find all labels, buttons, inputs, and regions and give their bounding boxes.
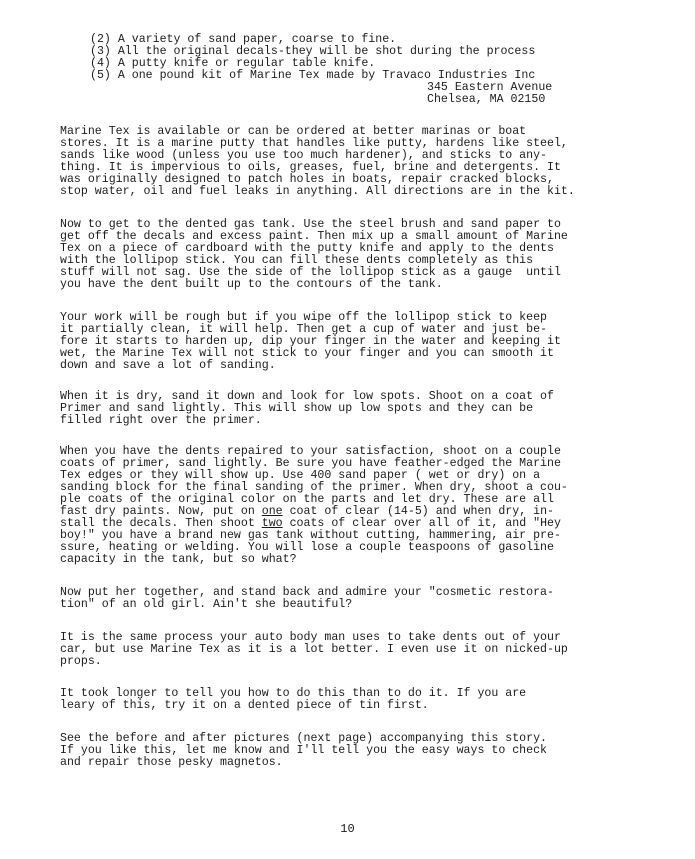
paragraph-line: coats of primer, sand lightly. Be sure you have feather-edged the Marine xyxy=(60,457,561,470)
paragraph-line: Tex on a piece of cardboard with the putty knife and apply to the dents xyxy=(60,242,554,255)
list-item: (3) All the original decals-they will be shot during the process xyxy=(90,45,536,58)
address-line: 345 Eastern Avenue xyxy=(427,81,553,94)
paragraph-line: Now to get to the dented gas tank. Use the steel brush and sand paper to xyxy=(60,218,561,231)
text-run: coats of clear over all of it, and "Hey xyxy=(282,517,561,530)
paragraph-line: fore it starts to harden up, dip your finger in the water and keeping it xyxy=(60,335,561,348)
text-run: fast dry paints. Now, put on xyxy=(60,505,262,518)
paragraph-line: boy!" you have a brand new gas tank without cutting, hammering, air pre- xyxy=(60,529,561,542)
paragraph-line: It took longer to tell you how to do this than to do it. If you are xyxy=(60,687,527,700)
text-run: stall the decals. Then shoot xyxy=(60,517,262,530)
paragraph-line: tion" of an old girl. Ain't she beautiful? xyxy=(60,598,353,611)
text-run: coat of clear (14-5) and when dry, in- xyxy=(282,505,554,518)
address-line: Chelsea, MA 02150 xyxy=(427,93,546,106)
underlined-word: two xyxy=(261,517,283,530)
paragraph-line: When you have the dents repaired to your satisfaction, shoot on a couple xyxy=(60,445,561,458)
page-number: 10 xyxy=(340,822,355,836)
paragraph-line: ssure, heating or welding. You will lose a couple teaspoons of gasoline xyxy=(60,541,554,554)
paragraph-line: thing. It is impervious to oils, greases, fuel, brine and detergents. It xyxy=(60,161,561,174)
paragraph-line: props. xyxy=(60,655,102,668)
paragraph-line: was originally designed to patch holes in boats, repair cracked blocks, xyxy=(60,173,554,186)
paragraph-line: Your work will be rough but if you wipe off the lollipop stick to keep xyxy=(60,311,548,324)
paragraph-line: down and save a lot of sanding. xyxy=(60,359,276,372)
list-item: (2) A variety of sand paper, coarse to fine. xyxy=(90,33,397,46)
paragraph-line: When it is dry, sand it down and look for low spots. Shoot on a coat of xyxy=(60,390,554,403)
paragraph-line: sanding block for the final sanding of the primer. When dry, shoot a cou- xyxy=(60,481,568,494)
paragraph-line: with the lollipop stick. You can fill these dents completely as this xyxy=(60,254,534,267)
paragraph-line: Now put her together, and stand back and admire your "cosmetic restora- xyxy=(60,586,554,599)
list-item: (5) A one pound kit of Marine Tex made by Travaco Industries Inc xyxy=(90,69,536,82)
paragraph-line: See the before and after pictures (next page) accompanying this story. xyxy=(60,732,548,745)
paragraph-line: ple coats of the original color on the parts and let dry. These are all xyxy=(60,493,554,506)
paragraph-line: get off the decals and excess paint. Then mix up a small amount of Marine xyxy=(60,230,568,243)
underlined-word: one xyxy=(261,505,283,518)
paragraph-line: and repair those pesky magnetos. xyxy=(60,756,283,769)
paragraph-line: filled right over the primer. xyxy=(60,414,262,427)
paragraph-line: sands like wood (unless you use too much hardener), and sticks to any- xyxy=(60,149,548,162)
paragraph-line: It is the same process your auto body man uses to take dents out of your xyxy=(60,631,561,644)
list-item: (4) A putty knife or regular table knife. xyxy=(90,57,376,70)
paragraph-line: Primer and sand lightly. This will show up low spots and they can be xyxy=(60,402,534,415)
paragraph-line: capacity in the tank, but so what? xyxy=(60,553,297,566)
paragraph-line: car, but use Marine Tex as it is a lot better. I even use it on nicked-up xyxy=(60,643,568,656)
paragraph-line: wet, the Marine Tex will not stick to your finger and you can smooth it xyxy=(60,347,554,360)
paragraph-line: stop water, oil and fuel leaks in anything. All directions are in the kit. xyxy=(60,185,575,198)
paragraph-line: Tex edges or they will show up. Use 400 sand paper ( wet or dry) on a xyxy=(60,469,541,482)
paragraph-line: you have the dent built up to the contours of the tank. xyxy=(60,278,443,291)
paragraph-line: stores. It is a marine putty that handles like putty, hardens like steel, xyxy=(60,137,568,150)
paragraph-line: leary of this, try it on a dented piece of tin first. xyxy=(60,699,429,712)
paragraph-line: stuff will not sag. Use the side of the lollipop stick as a gauge until xyxy=(60,266,561,279)
paragraph-line: If you like this, let me know and I'll tell you the easy ways to check xyxy=(60,744,548,757)
paragraph-line: it partially clean, it will help. Then get a cup of water and just be- xyxy=(60,323,548,336)
paragraph-line: Marine Tex is available or can be ordered at better marinas or boat xyxy=(60,125,527,138)
